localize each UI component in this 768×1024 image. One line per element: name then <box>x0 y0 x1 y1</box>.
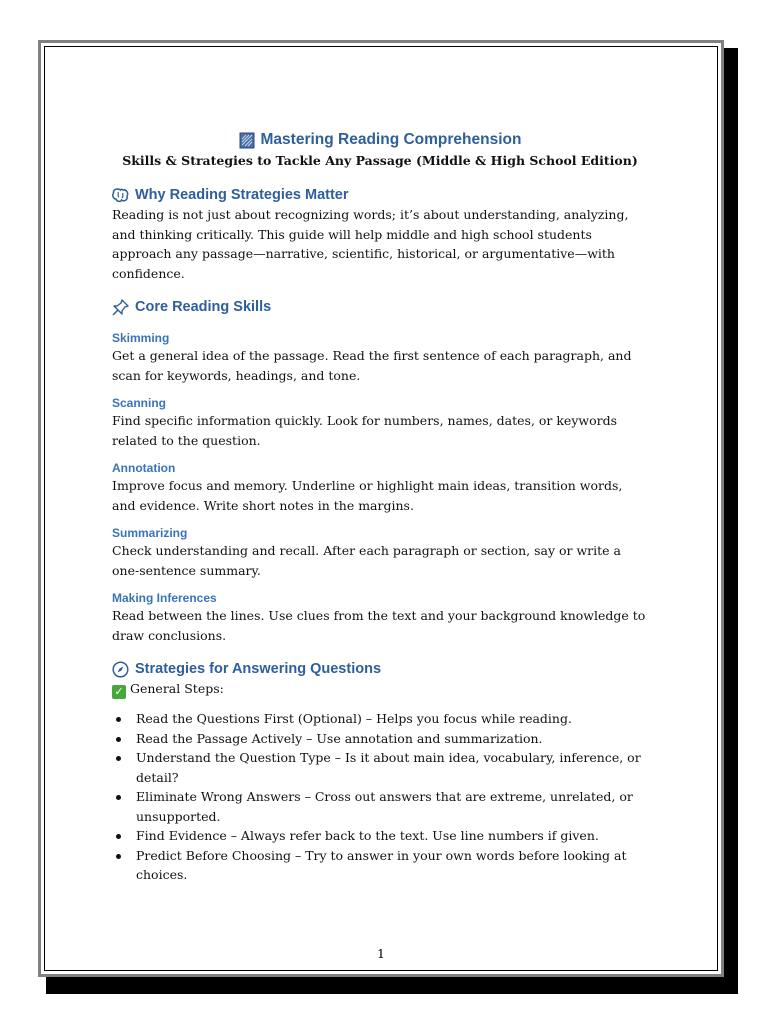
notebook-icon <box>239 132 255 149</box>
heading-why <box>112 185 648 205</box>
general-steps-label: General Steps: <box>130 681 224 696</box>
steps-list <box>112 709 648 885</box>
document-subtitle: Skills & Strategies to Tackle Any Passage (Middle & High School Edition) <box>122 153 638 168</box>
list-item: Predict Before Choosing – Try to answer in your own words before looking at choices. <box>112 846 648 885</box>
document-title: Mastering Reading Comprehension <box>260 131 522 148</box>
skill-name: Making Inferences <box>112 591 217 605</box>
document-page <box>38 40 724 977</box>
skill-annotation <box>112 460 648 515</box>
skill-summarizing <box>112 525 648 580</box>
skill-name: Skimming <box>112 331 170 345</box>
page-content <box>112 129 648 885</box>
heading-core-text: Core Reading Skills <box>135 299 272 315</box>
list-item: Read the Passage Actively – Use annotation and summarization. <box>112 729 648 749</box>
brain-icon <box>112 188 129 203</box>
skill-name: Scanning <box>112 396 167 410</box>
compass-icon <box>112 661 129 678</box>
list-item: Eliminate Wrong Answers – Cross out answers that are extreme, unrelated, or unsupported. <box>112 787 648 826</box>
general-steps-label-row <box>112 679 648 699</box>
list-item: Read the Questions First (Optional) – Helps you focus while reading. <box>112 709 648 729</box>
check-mark-icon: ✓ <box>112 685 126 699</box>
skill-text: Find specific information quickly. Look for numbers, names, dates, or keywords related to the question. <box>112 413 618 448</box>
why-paragraph: Reading is not just about recognizing words; it’s about understanding, analyzing, and thinking critically. This guide will help middle and high school students approach any passage—narrative, scientific, historical, or argumentative—with confidence. <box>112 207 629 281</box>
skill-skimming <box>112 330 648 385</box>
skill-text: Read between the lines. Use clues from the text and your background knowledge to draw conclusions. <box>112 608 646 643</box>
skill-scanning <box>112 395 648 450</box>
skill-text: Get a general idea of the passage. Read the first sentence of each paragraph, and scan for keywords, headings, and tone. <box>112 348 632 383</box>
heading-core <box>112 297 648 317</box>
heading-strategies <box>112 659 648 679</box>
document-title-row <box>112 129 648 151</box>
skill-name: Summarizing <box>112 526 188 540</box>
skill-inferences <box>112 590 648 645</box>
pushpin-icon <box>112 299 129 316</box>
page-number: 1 <box>377 946 385 961</box>
list-item: Understand the Question Type – Is it about main idea, vocabulary, inference, or detail? <box>112 748 648 787</box>
heading-strategies-text: Strategies for Answering Questions <box>135 661 382 677</box>
skill-text: Check understanding and recall. After each paragraph or section, say or write a one-sentence summary. <box>112 543 621 578</box>
heading-why-text: Why Reading Strategies Matter <box>135 187 349 203</box>
skill-text: Improve focus and memory. Underline or highlight main ideas, transition words, and evidence. Write short notes in the margins. <box>112 478 623 513</box>
list-item: Find Evidence – Always refer back to the text. Use line numbers if given. <box>112 826 648 846</box>
skill-name: Annotation <box>112 461 176 475</box>
